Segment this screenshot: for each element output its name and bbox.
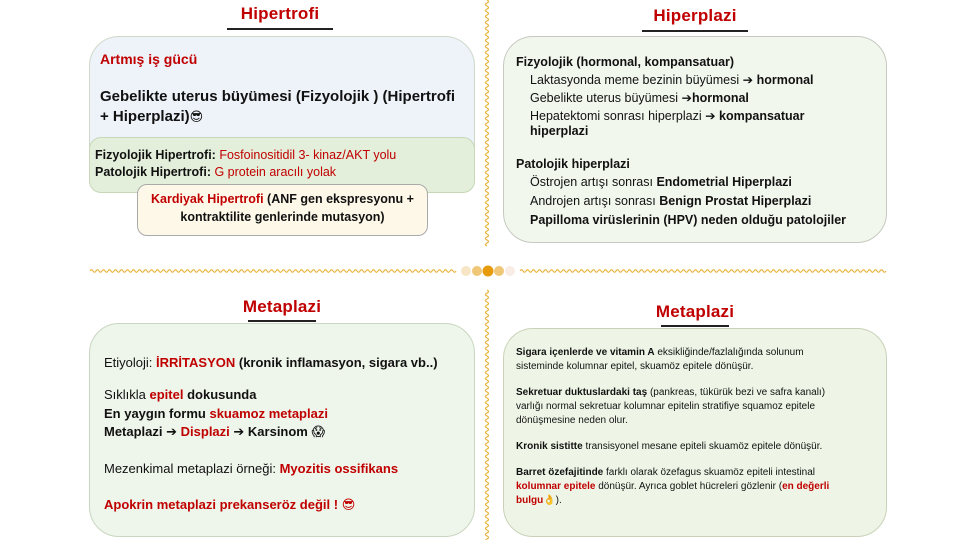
vertical-divider-top — [486, 0, 489, 246]
sigara-line2: sisteminde kolumnar epitel, skuamöz epitele dönüşür. — [516, 361, 754, 372]
en-degerli-text: en değerli — [782, 481, 830, 492]
etiyoloji-rest: (kronik inflamasyon, sigara vb..) — [235, 355, 438, 370]
patolojik-header: Patolojik hiperplazi — [516, 157, 630, 171]
fizyolojik-hipertrofi-line — [95, 148, 396, 162]
sekretuar-line2: varlığı normal sekretuar kolumnar epitelin stratifiye squamoz epitele — [516, 401, 816, 412]
etiyoloji-label: Etiyoloji: — [104, 355, 157, 370]
title-underline — [248, 320, 316, 322]
ok-hand-emoji-icon: 👌 — [543, 495, 556, 506]
etiyoloji-line — [104, 355, 438, 370]
fizyolojik-item — [530, 90, 749, 105]
arrow-right-icon: ➔ — [166, 424, 178, 439]
patolojik-item-bold: Endometrial Hiperplazi — [656, 175, 792, 189]
metaplazi-title-right — [615, 302, 775, 322]
sistit-line — [516, 440, 886, 454]
sunglasses-emoji-icon: 😎 — [189, 110, 204, 125]
sunglasses-emoji-icon: 😎 — [341, 498, 356, 513]
sigara-bold: Sigara içenlerde ve vitamin A — [516, 347, 655, 358]
fizyolojik-item-text: Hepatektomi sonrası hiperplazi — [530, 109, 706, 123]
kardiyak-line2: kontraktilite genlerinde mutasyon) — [180, 210, 385, 224]
fizyolojik-item-text: Laktasyonda meme bezinin büyümesi — [530, 73, 743, 87]
gebelik-example-text: + Hiperplazi) — [100, 108, 190, 125]
divider-dot-icon — [494, 266, 504, 276]
sequence-line — [104, 424, 325, 440]
gebelik-example-line1: Gebelikte uterus büyümesi (Fizyolojik ) (Hipertrofi — [100, 88, 456, 105]
patolojik-value: G protein aracılı yolak — [214, 165, 337, 179]
apokrin-text: Apokrin metaplazi prekanseröz değil ! — [104, 497, 339, 512]
title-underline — [661, 325, 729, 327]
mezenkimal-line — [104, 461, 398, 476]
epitel-text: epitel — [149, 387, 184, 402]
sigara-line1 — [516, 346, 886, 360]
kardiyak-text-a: (ANF gen ekspresyonu + — [267, 192, 414, 206]
sekretuar-line1 — [516, 386, 886, 400]
fizyolojik-item — [530, 108, 805, 123]
kardiyak-label: Kardiyak Hipertrofi — [151, 192, 264, 206]
divider-dot-icon — [461, 266, 471, 276]
kardiyak-line1 — [137, 192, 428, 206]
myozitis-text: Myozitis ossifikans — [279, 461, 399, 476]
sistit-bold: Kronik sistitte — [516, 441, 583, 452]
divider-dot-icon — [472, 266, 482, 276]
irritasyon-text: İRRİTASYON — [156, 355, 236, 370]
fizyolojik-header: Fizyolojik (hormonal, kompansatuar) — [516, 55, 735, 69]
fizyolojik-item — [530, 72, 814, 87]
metaplazi-text: Metaplazi — [104, 424, 167, 439]
divider-dot-icon — [483, 266, 494, 277]
sigara-text: eksikliğinde/fazlalığında solunum — [654, 347, 804, 358]
arrow-right-icon: ➔ — [233, 424, 245, 439]
barret-line3 — [516, 494, 886, 508]
patolojik-item — [530, 194, 811, 208]
artmis-is-gucu: Artmış iş gücü — [100, 51, 198, 67]
apokrin-line — [104, 497, 355, 513]
horizontal-divider-right — [520, 270, 886, 273]
fizyolojik-label: Fizyolojik Hipertrofi: — [95, 148, 216, 162]
barret-line1 — [516, 466, 886, 480]
fizyolojik-value: Fosfoinositidil 3- kinaz/AKT yolu — [219, 148, 397, 162]
divider-dot-icon — [505, 266, 515, 276]
patolojik-label: Patolojik Hipertrofi: — [95, 165, 211, 179]
bulgu-text: bulgu — [516, 495, 544, 506]
sekretuar-line3: dönüşmesine neden olur. — [516, 415, 628, 426]
fizyolojik-item-bold: hormonal — [691, 91, 749, 105]
mezenkimal-text: Mezenkimal metaplazi örneği: — [104, 461, 280, 476]
hiperplazi-title-text: Hiperplazi — [653, 6, 737, 25]
patolojik-item-bold: Papilloma virüslerinin (HPV) neden olduğu patolojiler — [530, 213, 847, 227]
fizyolojik-item-bold: hormonal — [753, 73, 814, 87]
displazi-text: Displazi — [177, 424, 234, 439]
title-underline — [642, 30, 748, 32]
kolumnar-epitele-text: kolumnar epitele — [516, 481, 596, 492]
scream-emoji-icon: 😱 — [311, 425, 326, 440]
yaygin-form-line — [104, 406, 328, 421]
arrow-right-icon: ➔ — [705, 109, 716, 123]
patolojik-item — [530, 213, 846, 227]
sekretuar-text: (pankreas, tükürük bezi ve safra kanalı) — [647, 387, 826, 398]
title-underline — [227, 28, 333, 30]
arrow-right-icon: ➔ — [681, 91, 692, 105]
fizyolojik-item-text: Gebelikte uterus büyümesi — [530, 91, 682, 105]
dokusunda-text: dokusunda — [183, 387, 257, 402]
barret-bold: Barret özefajitinde — [516, 467, 604, 478]
patolojik-item-text: Androjen artışı sonrası — [530, 194, 660, 208]
patolojik-hipertrofi-line — [95, 165, 336, 179]
metaplazi-title-left — [202, 297, 362, 317]
horizontal-divider-left — [90, 270, 456, 273]
siklikla-text: Sıklıkla — [104, 387, 150, 402]
skuamoz-metaplazi-text: skuamoz metaplazi — [209, 406, 328, 421]
metaplazi-right-title-text: Metaplazi — [655, 302, 735, 321]
hipertrofi-title-text: Hipertrofi — [240, 4, 320, 23]
karsinom-text: Karsinom — [244, 424, 308, 439]
patolojik-item-text: Östrojen artışı sonrası — [530, 175, 657, 189]
barret-end: ). — [555, 495, 562, 506]
patolojik-item-bold: Benign Prostat Hiperplazi — [659, 194, 812, 208]
gebelik-example-line2 — [100, 108, 203, 125]
hipertrofi-title — [200, 4, 360, 24]
sekretuar-bold: Sekretuar duktuslardaki taş — [516, 387, 648, 398]
patolojik-item — [530, 175, 792, 189]
vertical-divider-bottom — [486, 290, 489, 540]
fizyolojik-item-bold: kompansatuar — [715, 109, 805, 123]
barret-text: farklı olarak özefagus skuamöz epiteli intestinal — [603, 467, 816, 478]
metaplazi-left-title-text: Metaplazi — [242, 297, 322, 316]
yaygin-form-text: En yaygın formu — [104, 406, 210, 421]
siklikla-line — [104, 387, 256, 402]
arrow-right-icon: ➔ — [742, 73, 754, 87]
barret-text-2: dönüşür. Ayrıca goblet hücreleri gözlenir ( — [595, 481, 783, 492]
fizyolojik-continuation: hiperplazi — [530, 124, 589, 138]
sistit-text: transisyonel mesane epiteli skuamöz epitele dönüşür. — [582, 441, 823, 452]
metaplazi-examples — [516, 346, 886, 508]
hiperplazi-title — [615, 6, 775, 26]
barret-line2 — [516, 480, 886, 494]
